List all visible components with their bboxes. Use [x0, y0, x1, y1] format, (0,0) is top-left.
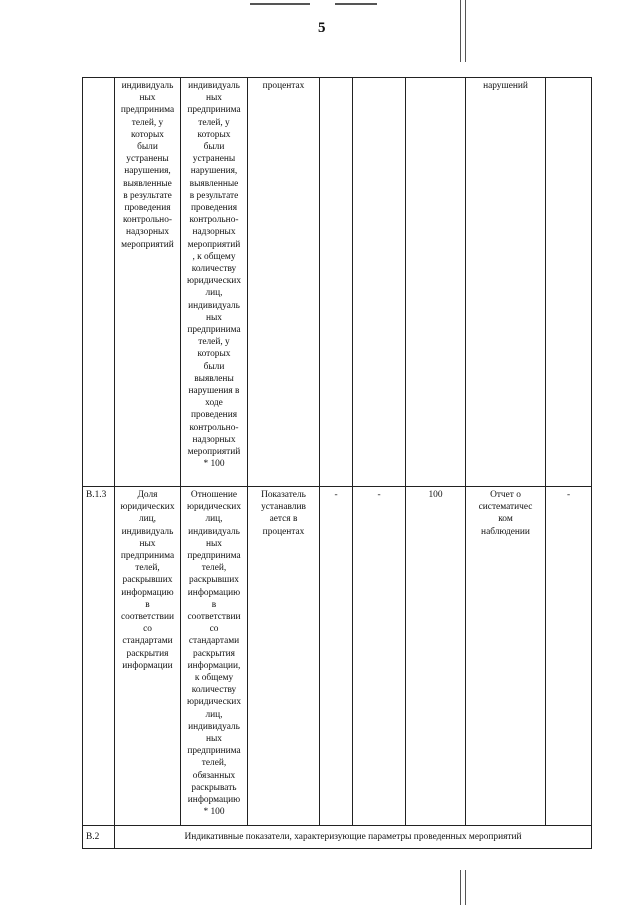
cell-code: [83, 78, 115, 487]
cell-col9: [546, 78, 592, 487]
cell-col7: 100: [406, 487, 466, 826]
cell-formula: индивидуаль ных предпринима телей, у которых были устранены нарушения, выявленные в результате проведения контрольно- надзорных мероприятий , к общему количеству юридических лиц, индивидуаль ных предпринима телей, у которых были выявлены нарушения в ходе проведения контрольно- надзорных мероприятий * 100: [181, 78, 248, 487]
table-row-continuation: [83, 78, 592, 487]
page-number: 5: [318, 20, 326, 36]
cell-formula: Отношение юридических лиц, индивидуаль ных предпринима телей, раскрывших информацию в соответствии со стандартами раскрытия информации, к общему количеству юридических лиц, индивидуаль ных предпринима телей, обязанных раскрывать информацию * 100: [181, 487, 248, 826]
cell-indicator: Доля юридических лиц, индивидуаль ных предпринима телей, раскрывших информацию в соответствии со стандартами раскрытия информации: [115, 487, 181, 826]
table-row-b13: [83, 487, 592, 826]
scan-line-right-bottom-2: [465, 870, 466, 905]
cell-col9: -: [546, 487, 592, 826]
cell-col6: -: [353, 487, 406, 826]
scan-line-right-top-2: [465, 0, 466, 62]
cell-col7: [406, 78, 466, 487]
scan-artifact-top-right: [335, 3, 377, 5]
cell-section-title: Индикативные показатели, характеризующие параметры проведенных мероприятий: [115, 826, 592, 849]
cell-source: нарушений: [466, 78, 546, 487]
indicator-table: [82, 77, 592, 849]
cell-source: Отчет о систематичес ком наблюдении: [466, 487, 546, 826]
scan-artifact-top: [250, 3, 310, 5]
cell-unit: процентах: [248, 78, 320, 487]
table-row-b2: [83, 826, 592, 849]
cell-col5: [320, 78, 353, 487]
scan-line-right-top: [460, 0, 461, 62]
cell-col5: -: [320, 487, 353, 826]
cell-code: В.1.3: [83, 487, 115, 826]
cell-unit: Показатель устанавлив ается в процентах: [248, 487, 320, 826]
cell-code: В.2: [83, 826, 115, 849]
scan-line-right-bottom: [460, 870, 461, 905]
cell-col6: [353, 78, 406, 487]
cell-indicator: индивидуаль ных предпринима телей, у которых были устранены нарушения, выявленные в результате проведения контрольно- надзорных мероприятий: [115, 78, 181, 487]
